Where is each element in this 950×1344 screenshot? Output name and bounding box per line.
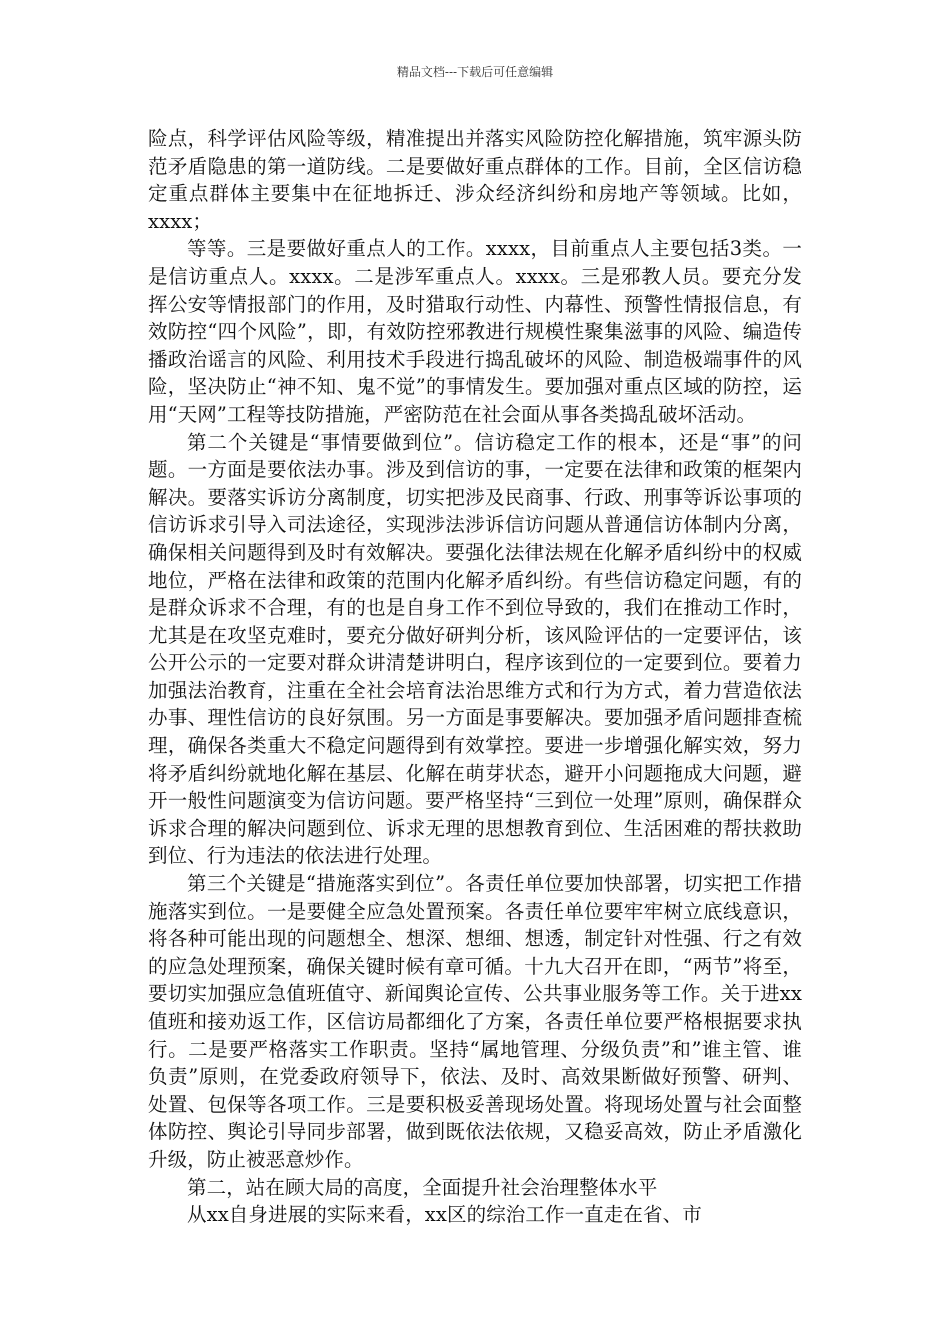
- paragraph-third-key: 第三个关键是“措施落实到位”。各责任单位要加快部署，切实把工作措施落实到位。一是要健全应急处置预案。各责任单位要牢牢树立底线意识，将各种可能出现的问题想全、想深、想细、想透，制定针对性强、行之有效的应急处理预案，确保关键时候有章可循。十九大召开在即，“两节”将至，要切实加强应急值班值守、新闻舆论宣传、公共事业服务等工作。关于进xx值班和接劝返工作，区信访局都细化了方案，各责任单位要严格根据要求执行。二是要严格落实工作职责。坚持“属地管理、分级负责”和”谁主管、谁负责”原则，在党委政府领导下，依法、及时、高效果断做好预警、研判、处置、包保等各项工作。三是要积极妥善现场处置。将现场处置与社会面整体防控、舆论引导同步部署，做到既依法依规，又稳妥高效，防止矛盾激化升级，防止被恶意炒作。: [148, 872, 802, 1171]
- section-heading: 第二，站在顾大局的高度，全面提升社会治理整体水平: [187, 1175, 658, 1199]
- document-body: [148, 125, 802, 1229]
- paragraph-second-key: 第二个关键是“事情要做到位”。信访稳定工作的根本，还是“事”的问题。一方面是要依法办事。涉及到信访的事，一定要在法律和政策的框架内解决。要落实诉访分离制度，切实把涉及民商事、行政、刑事等诉讼事项的信访诉求引导入司法途径，实现涉法涉诉信访问题从普通信访体制内分离，确保相关问题得到及时有效解决。要强化法律法规在化解矛盾纠纷中的权威地位，严格在法律和政策的范围内化解矛盾纠纷。有些信访稳定问题，有的是群众诉求不合理，有的也是自身工作不到位导致的，我们在推动工作时，尤其是在攻坚克难时，要充分做好研判分析，该风险评估的一定要评估，该公开公示的一定要对群众讲清楚讲明白，程序该到位的一定要到位。要着力加强法治教育，注重在全社会培育法治思维方式和行为方式，着力营造依法办事、理性信访的良好氛围。另一方面是事要解决。要加强矛盾问题排查梳理，确保各类重大不稳定问题得到有效掌控。要进一步增强化解实效，努力将矛盾纠纷就地化解在基层、化解在萌芽状态，避开小问题拖成大问题，避开一般性问题演变为信访问题。要严格坚持“三到位一处理”原则，确保群众诉求合理的解决问题到位、诉求无理的思想教育到位、生活困难的帮扶救助到位、行为违法的依法进行处理。: [148, 430, 802, 868]
- paragraph-key-persons: 等等。三是要做好重点人的工作。xxxx，目前重点人主要包括3类。一是信访重点人。xxxx。二是涉军重点人。xxxx。三是邪教人员。要充分发挥公安等情报部门的作用，及时猎取行动性、内幕性、预警性情报信息，有效防控“四个风险”，即，有效防控邪教进行规模性聚集滋事的风险、编造传播政治谣言的风险、利用技术手段进行捣乱破坏的风险、制造极端事件的风险，坚决防止“神不知、鬼不觉”的事情发生。要加强对重点区域的防控，运用“天网”工程等技防措施，严密防范在社会面从事各类捣乱破坏活动。: [148, 237, 802, 426]
- paragraph-continued: 险点，科学评估风险等级，精准提出并落实风险防控化解措施，筑牢源头防范矛盾隐患的第一道防线。二是要做好重点群体的工作。目前，全区信访稳定重点群体主要集中在征地拆迁、涉众经济纠纷和房地产等领域。比如，xxxx；: [148, 127, 802, 233]
- page-header: 精品文档---下载后可任意编辑: [396, 65, 554, 79]
- paragraph-section-start: 从xx自身进展的实际来看，xx区的综治工作一直走在省、市: [187, 1203, 702, 1227]
